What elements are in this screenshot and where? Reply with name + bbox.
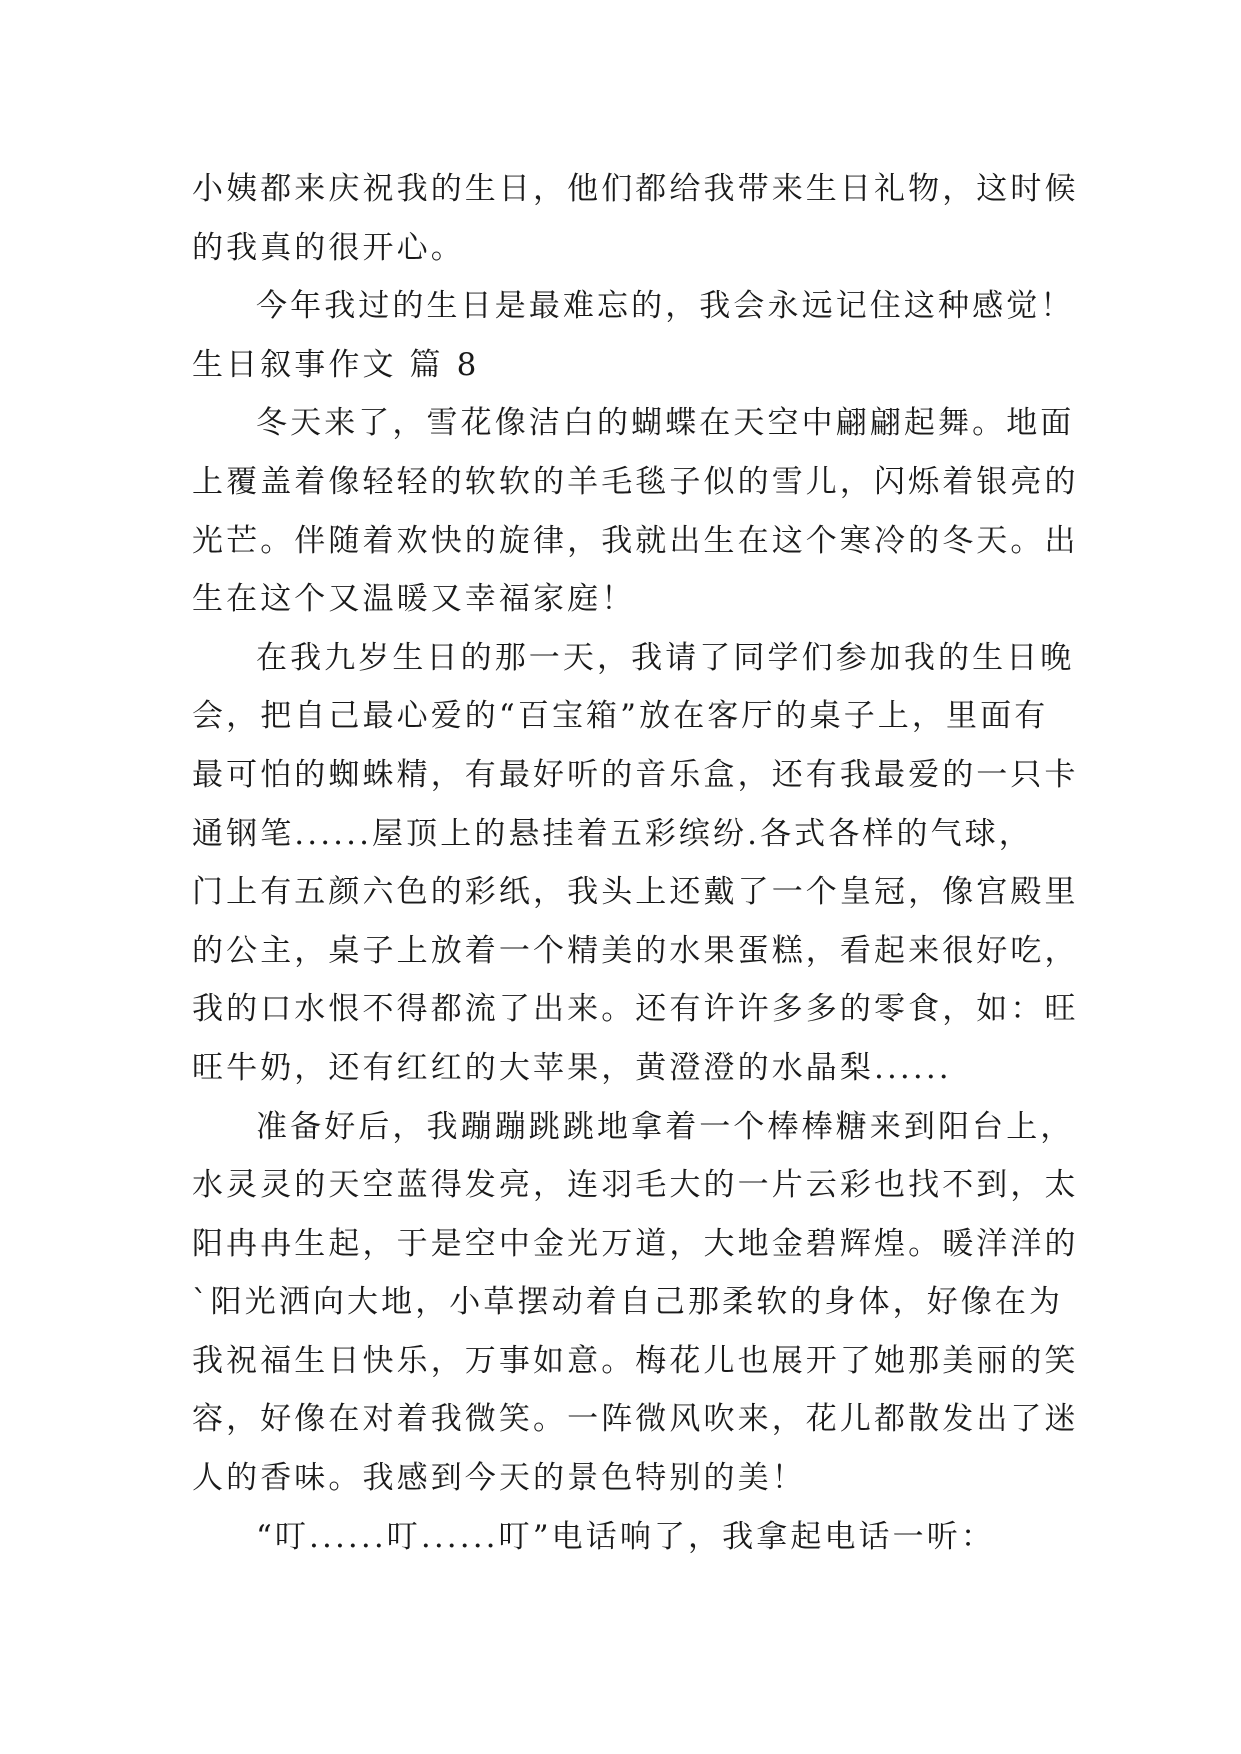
text-line: 旺牛奶，还有红红的大苹果，黄澄澄的水晶梨...... (192, 1049, 952, 1086)
text-line: 我祝福生日快乐，万事如意。梅花儿也展开了她那美丽的笑 (192, 1342, 1079, 1379)
text-line: 今年我过的生日是最难忘的，我会永远记住这种感觉！ (256, 288, 1075, 325)
section-heading: 生日叙事作文 篇 8 (192, 346, 480, 383)
text-line: 的公主，桌子上放着一个精美的水果蛋糕，看起来很好吃， (192, 932, 1079, 969)
text-line: 光芒。伴随着欢快的旋律，我就出生在这个寒冷的冬天。出 (192, 522, 1079, 559)
text-line: 通钢笔......屋顶上的悬挂着五彩缤纷.各式各样的气球， (192, 815, 1033, 852)
essay-body (192, 160, 1079, 1566)
text-line: 阳冉冉生起，于是空中金光万道，大地金碧辉煌。暖洋洋的 (192, 1225, 1079, 1262)
text-line: 生在这个又温暖又幸福家庭！ (192, 581, 636, 618)
text-line: `阳光洒向大地，小草摆动着自己那柔软的身体，好像在为 (192, 1284, 1064, 1321)
text-line: 最可怕的蜘蛛精，有最好听的音乐盒，还有我最爱的一只卡 (192, 756, 1079, 793)
text-line: “叮......叮......叮”电话响了，我拿起电话一听： (256, 1518, 995, 1555)
text-line: 小姨都来庆祝我的生日，他们都给我带来生日礼物，这时候 (192, 171, 1079, 207)
text-line: 的我真的很开心。 (192, 229, 465, 266)
text-line: 人的香味。我感到今天的景色特别的美！ (192, 1460, 806, 1497)
text-line: 门上有五颜六色的彩纸，我头上还戴了一个皇冠，像宫殿里 (192, 874, 1079, 911)
text-line: 容，好像在对着我微笑。一阵微风吹来，花儿都散发出了迷 (192, 1401, 1079, 1438)
text-line: 我的口水恨不得都流了出来。还有许许多多的零食，如：旺 (192, 991, 1079, 1028)
text-line: 水灵灵的天空蓝得发亮，连羽毛大的一片云彩也找不到，太 (192, 1167, 1079, 1204)
text-line: 会，把自己最心爱的“百宝箱”放在客厅的桌子上，里面有 (192, 698, 1049, 735)
text-line: 冬天来了，雪花像洁白的蝴蝶在天空中翩翩起舞。地面 (256, 405, 1075, 442)
text-line: 在我九岁生日的那一天，我请了同学们参加我的生日晚 (256, 639, 1075, 676)
text-line: 准备好后，我蹦蹦跳跳地拿着一个棒棒糖来到阳台上， (256, 1108, 1075, 1145)
text-line: 上覆盖着像轻轻的软软的羊毛毯子似的雪儿，闪烁着银亮的 (192, 463, 1079, 500)
